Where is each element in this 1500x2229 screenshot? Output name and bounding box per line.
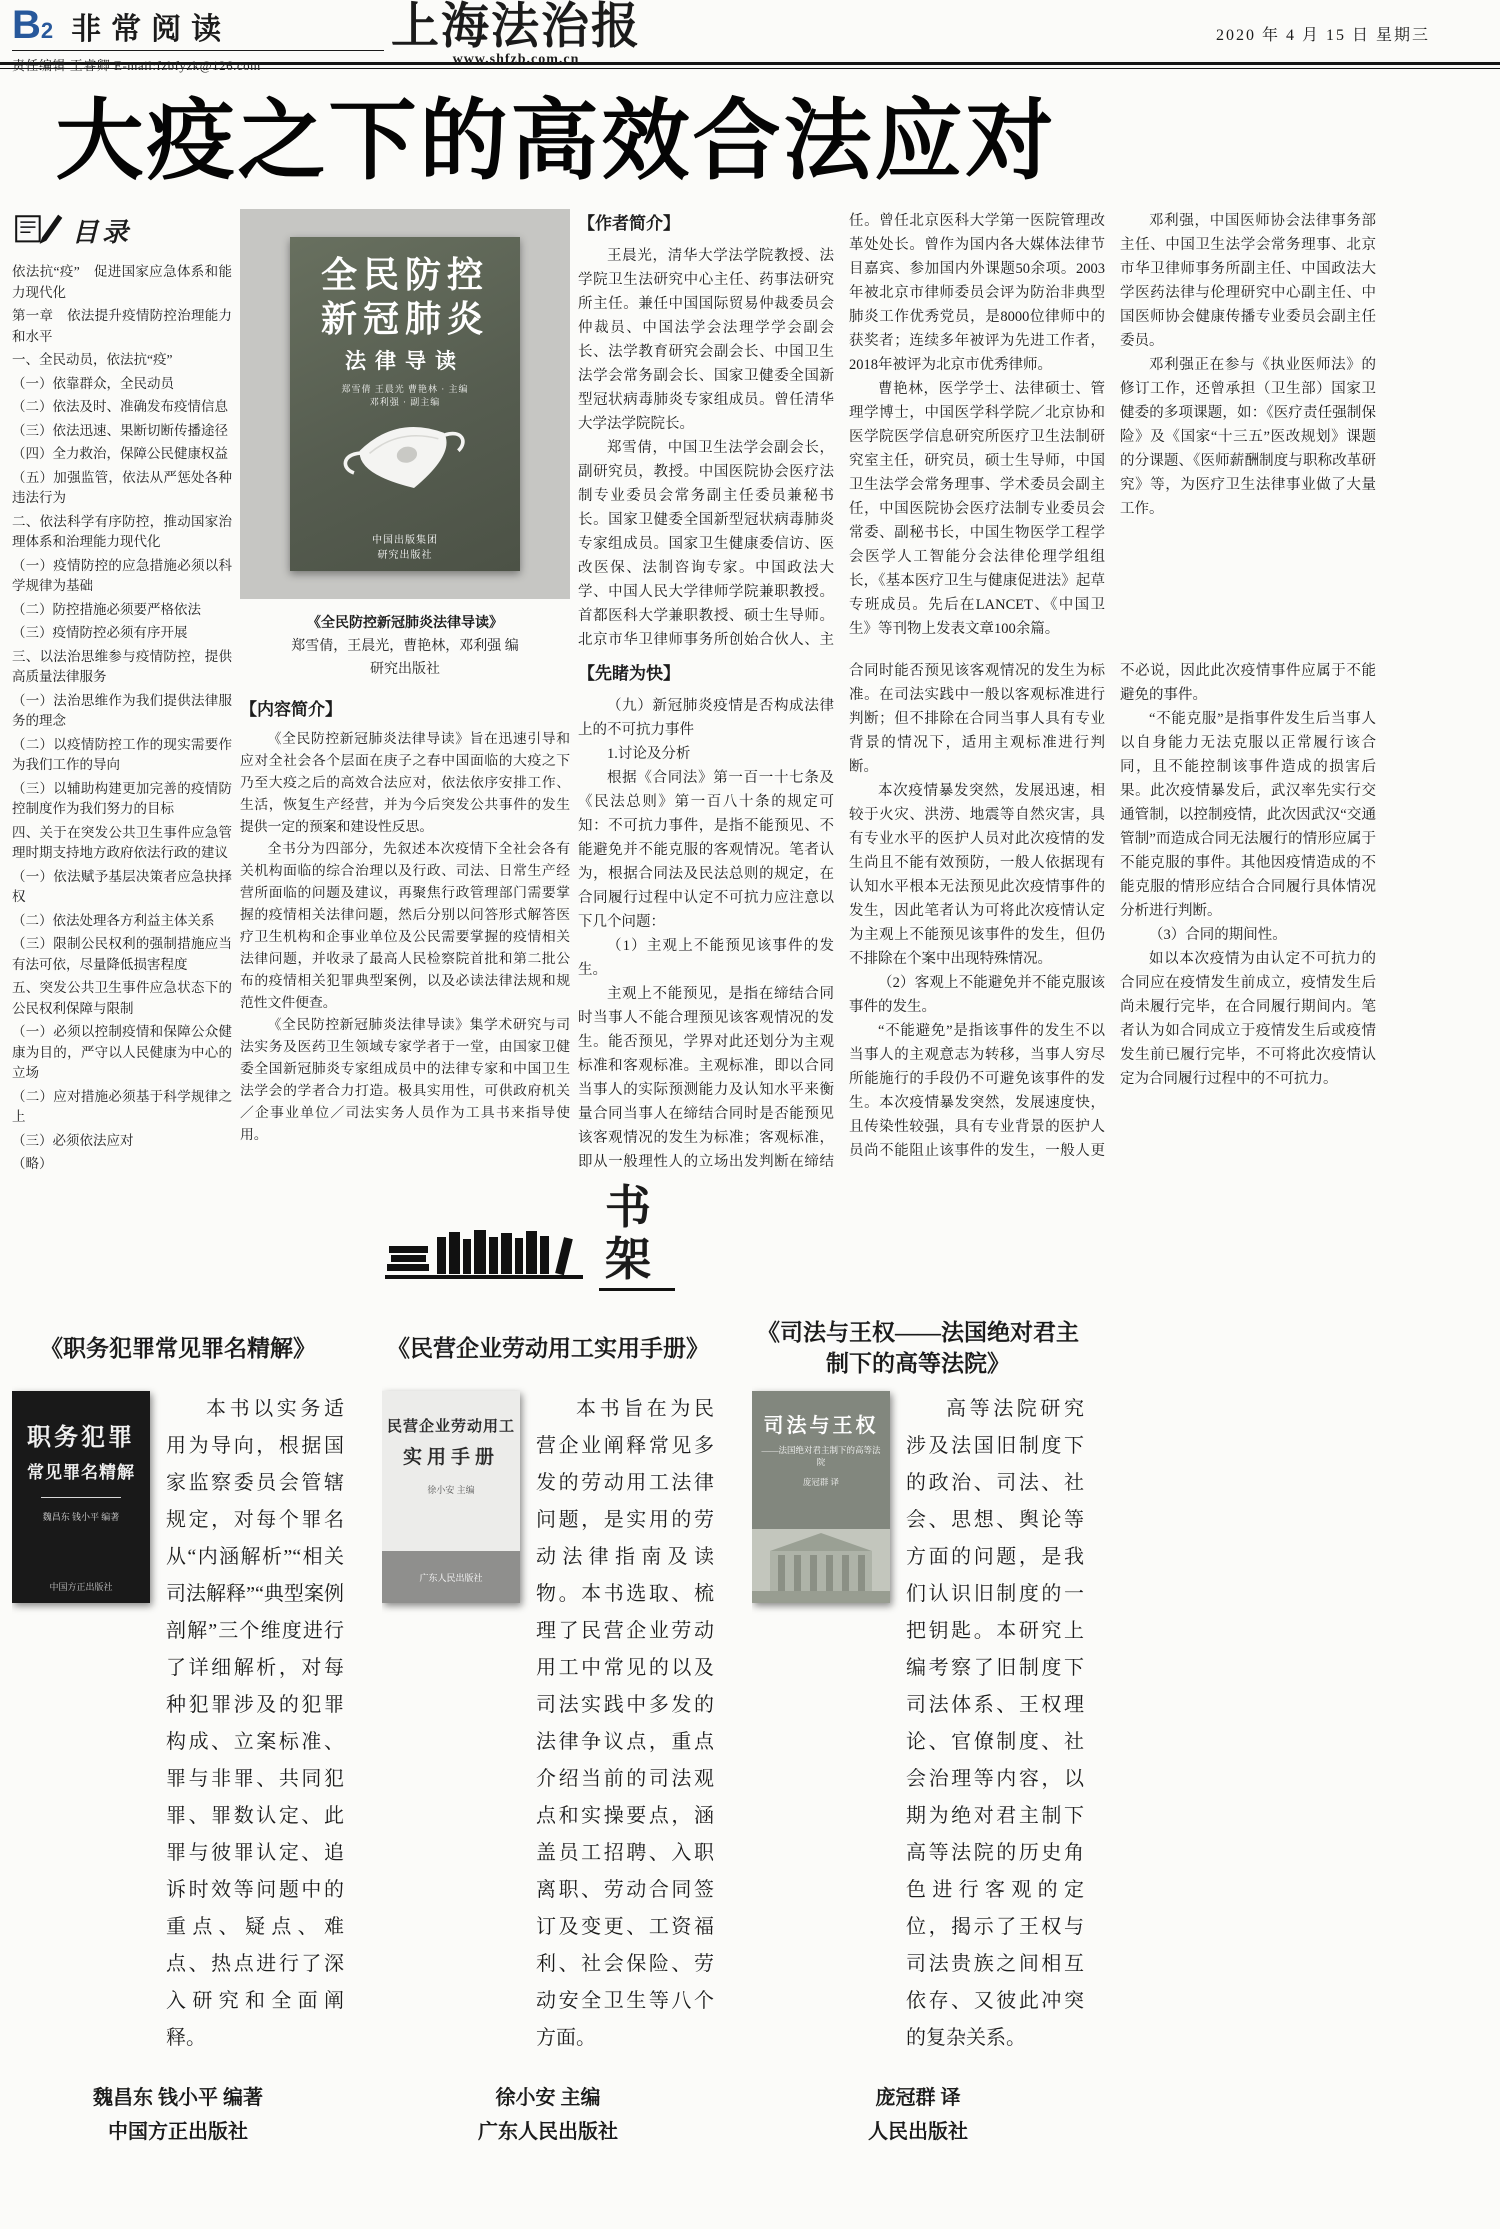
book-authors-line: 徐小安 主编 [495, 2087, 601, 2109]
book-credits [12, 2081, 344, 2155]
toc-label: 目录 [72, 218, 133, 247]
book-review-title: 《司法与王权——法国绝对君主制下的高等法院》 [757, 1320, 1079, 1376]
toc-item: （三）疫情防控必须有序开展 [12, 625, 188, 640]
book-photo-panel [240, 209, 570, 599]
authors-header: 【作者简介】 [578, 214, 680, 233]
n95-mask-icon [328, 399, 481, 515]
cover-editors: 郑雪倩 王晨光 曹艳林 · 主编 [341, 384, 469, 394]
author-bio-paragraph: 王晨光，清华大学法学院教授、法学院卫生法研究中心主任、药事法研究所主任。兼任中国国际贸易仲裁委员会仲裁员、中国法学会法理学学会副会长、法学教育研究会副会长、中国卫生法学会常务副会长、国家卫健委全国新型冠状病毒肺炎专家组成员。曾任清华大学法学院院长。 [578, 248, 834, 432]
caption-line: 研究出版社 [370, 662, 440, 677]
right-columns [578, 209, 1376, 1191]
main-headline: 大疫之下的高效合法应对 [55, 91, 1057, 190]
page-number: B2 [12, 3, 54, 47]
book-description: 高等法院研究涉及法国旧制度下的政治、司法、社会、思想、舆论等方面的问题，是我们认识旧制度的一把钥匙。本研究上编考察了旧制度下司法体系、王权理论、官僚制度、社会治理等内容，以期为绝对君主制下高等法院的历史角色进行客观的定位，揭示了王权与司法贵族之间相互依存、又彼此冲突的复杂关系。 [906, 1398, 1084, 2049]
preview-header: 【先睹为快】 [578, 664, 680, 683]
book-reviews-row [12, 1315, 1500, 2155]
issue-date: 2020 年 4 月 15 日 星期三 [1215, 27, 1430, 44]
toc-item: （五）加强监管，依法从严惩处各种违法行为 [12, 469, 232, 505]
book-cover-duty-crimes: 职务犯罪 常见罪名精解 魏昌东 钱小平 编著 中国方正出版社 [12, 1391, 150, 1603]
cover-band: 广东人民出版社 [382, 1551, 520, 1603]
book-caption [240, 612, 570, 681]
masthead-left [12, 3, 384, 74]
book-authors-line: 魏昌东 钱小平 编著 [93, 2087, 263, 2109]
cover-editors-2: 邓利强 · 副主编 [369, 397, 441, 407]
section-name: 非常阅读 [71, 13, 232, 46]
toc-item: 第一章 依法提升疫情防控治理能力和水平 [12, 308, 232, 344]
toc-item: （略） [12, 1156, 53, 1171]
preview-paragraph: 如以本次疫情为由认定不可抗力的合同应在疫情发生前成立，疫情发生后尚未履行完毕，在合同履行期间内。笔者认为如合同成立于疫情发生后或疫情发生前已履行完毕，不可将此次疫情认定为合同履行过程中的不可抗力。 [1120, 951, 1376, 1087]
book-cover-justice-royalty: 司法与王权 ——法国绝对君主制下的高等法院 庞冠群 译 [752, 1391, 890, 1603]
book-review-1 [12, 1315, 344, 2155]
paper-title: 上海法治报 [390, 0, 641, 54]
authors-section [578, 209, 1376, 659]
bookshelf-banner [385, 1182, 675, 1291]
toc-item: （三）限制公民权利的强制措施应当有法可依，尽量降低损害程度 [12, 936, 232, 972]
palace-engraving [752, 1529, 890, 1603]
cover-subtitle: 法律导读 [345, 349, 465, 373]
caption-line: 郑雪倩，王晨光，曹艳林，邓利强 编 [291, 639, 519, 654]
book-review-title: 《民营企业劳动用工实用手册》 [387, 1335, 709, 1361]
featured-book-cover [290, 237, 520, 571]
toc-item: （二）应对措施必须基于科学规律之上 [12, 1088, 232, 1124]
intro-paragraph: 《全民防控新冠肺炎法律导读》旨在迅速引导和应对全社会各个层面在庚子之春中国面临的大疫之下乃至大疫之后的高效合法应对，依法依序安排工作、生活，恢复生产经营，并为今后突发公共事件的发生提供一定的预案和建设性反思。 [240, 731, 570, 834]
author-bio-paragraph: 邓利强正在参与《执业医师法》的修订工作，还曾承担（卫生部）国家卫健委的多项课题，如：《医疗责任强制保险》及《国家“十三五”医改规划》课题的分课题、《医师薪酬制度与职称改革研究》等，为医疗卫生法律事业做了大量工作。 [1120, 357, 1376, 517]
book-publisher-line: 人民出版社 [868, 2121, 968, 2143]
toc-item: （一）疫情防控的应急措施必须以科学规律为基础 [12, 557, 232, 593]
author-bio-paragraph: 邓利强，中国医师协会法律事务部主任、中国卫生法学会常务理事、北京市华卫律师事务所副主任、中国政法大学医药法律与伦理研究中心副主任、中国医师协会健康传播专业委员会副主任委员。 [1120, 213, 1376, 349]
bookshelf-icon [385, 1228, 585, 1291]
paper-url: www.shfzb.com.cn [452, 52, 580, 67]
preview-text [578, 659, 1376, 1191]
preview-paragraph: 1.讨论及分析 [607, 746, 691, 762]
intro-paragraph: 全书分为四部分，先叙述本次疫情下全社会各有关机构面临的综合治理以及行政、司法、日常生产经营所面临的问题及建议，再聚焦行政管理部门需要掌握的疫情相关法律问题，然后分别以问答形式解答医疗卫生机构和企事业单位及公民需要掌握的疫情相关法律问题，并收录了最高人民检察院首批和第二批公布的疫情相关犯罪典型案例，以及必读法律法规和规范性文件便查。 [240, 841, 570, 1010]
toc-item: （三）必须依法应对 [12, 1132, 134, 1148]
intro-text [240, 728, 570, 1146]
table-of-contents [12, 209, 232, 1191]
authors-text [578, 209, 1376, 659]
cover-title-line: 全民防控 [320, 255, 489, 295]
book-authors-line: 庞冠群 译 [875, 2087, 961, 2109]
toc-item: （四）全力救治，保障公民健康权益 [12, 446, 228, 461]
book-description: 本书以实务适用为导向，根据国家监察委员会管辖规定，对每个罪名从“内涵解析”“相关司法解释”“典型案例剖解”三个维度进行了详细解析，对每种犯罪涉及的犯罪构成、立案标准、罪与非罪、共同犯罪、罪数认定、此罪与彼罪认定、追诉时效等问题中的重点、疑点、难点、热点进行了深入研究和全面阐释。 [166, 1398, 344, 2049]
book-publisher-line: 广东人民出版社 [478, 2121, 618, 2143]
article-body [12, 209, 1488, 1191]
toc-item: 一、全民动员，依法抗“疫” [12, 352, 173, 367]
toc-item: （二）防控措施必须要严格依法 [12, 601, 201, 617]
toc-item: （一）必须以控制疫情和保障公众健康为目的，严守以人民健康为中心的立场 [12, 1024, 232, 1080]
author-bio-paragraph: 郑雪倩，中国卫生法学会副会长，副研究员，教授。中国医院协会医疗法制专业委员会常务副主任委员兼秘书长。国家卫健委全国新型冠状病毒肺炎专家组成员。国家卫生健康委信访、医改医保、法制咨询专家。中国政法大学、中国人民大学律师学院兼职教授。首都医科大学兼职教授、硕士生导师。北京市华卫律师事务所创始合伙人、主任。曾任北京医科大学第一医院管理改革处处长。曾作为国内各大媒体法律节目嘉宾、参加国内外课题50余项。2003年被北京市律师委员会评为防治非典型肺炎工作优秀党员，是8000位律师中的获奖者；连续多年被评为先进工作者，2018年被评为北京市优秀律师。 [578, 213, 1105, 648]
toc-list [12, 262, 232, 1175]
book-description: 本书旨在为民营企业阐释常见多发的劳动用工法律问题，是实用的劳动法律指南及读物。本书选取、梳理了民营企业劳动用工中常见的以及司法实践中多发的法律争议点，重点介绍当前的司法观点和实操要点，涵盖员工招聘、入职离职、劳动合同签订及变更、工资福利、社会保险、劳动安全卫生等八个方面。 [536, 1398, 714, 2049]
preview-paragraph: 本次疫情暴发突然，发展迅速，相较于火灾、洪涝、地震等自然灾害，具有专业水平的医护人员对此次疫情的发生尚且不能有效预防，一般人依据现有认知水平根本无法预见此次疫情事件的发生，因此笔者认为可将此次疫情认定为主观上不能预见该事件的发生，但仍不排除在个案中出现特殊情况。 [849, 783, 1105, 967]
intro-header: 【内容简介】 [240, 700, 342, 719]
preview-paragraph: （1）主观上不能预见该事件的发生。 [578, 938, 834, 978]
toc-item: （二）以疫情防控工作的现实需要作为我们工作的导向 [12, 736, 232, 772]
book-review-2 [382, 1315, 714, 2155]
book-publisher-line: 中国方正出版社 [108, 2121, 248, 2143]
toc-item: （一）依法赋予基层决策者应急抉择权 [12, 868, 232, 904]
preview-section [578, 659, 1376, 1191]
toc-item: 三、以法治思维参与疫情防控，提供高质量法律服务 [12, 648, 232, 684]
preview-paragraph: 根据《合同法》第一百一十七条及《民法总则》第一百八十条的规定可知：不可抗力事件，是指不能预见、不能避免并不能克服的客观情况。笔者认为，根据合同法及民法总则的规定，在合同履行过程中认定不可抗力应注意以下几个问题： [578, 770, 834, 930]
masthead-center [388, 0, 644, 68]
toc-item: 四、关于在突发公共卫生事件应急管理时期支持地方政府依法行政的建议 [12, 824, 232, 860]
intro-paragraph: 《全民防控新冠肺炎法律导读》集学术研究与司法实务及医药卫生领域专家学者于一堂，由国家卫健委全国新冠肺炎专家组成员中的法律专家和中国卫生法学会的学者合力打造。极具实用性，可供政府机关／企事业单位／司法实务人员作为工具书来指导使用。 [240, 1017, 570, 1142]
featured-book-column [240, 209, 570, 1191]
preview-paragraph: （2）客观上不能避免并不能克服该事件的发生。 [849, 975, 1105, 1015]
masthead [0, 0, 1500, 73]
bookshelf-label: 书架 [599, 1182, 675, 1291]
editor-line: 责任编辑 王睿卿 E-mail:fzbfyzk@126.com [12, 58, 261, 73]
toc-item: （三）以辅助构建更加完善的疫情防控制度作为我们努力的目标 [12, 780, 232, 816]
cover-title-line: 新冠肺炎 [320, 299, 489, 339]
notebook-pen-icon [12, 209, 64, 252]
toc-item: 依法抗“疫” 促进国家应急体系和能力现代化 [12, 264, 232, 300]
book-credits [382, 2081, 714, 2155]
preview-paragraph: “不能克服”是指事件发生后当事人以自身能力无法克服以正常履行该合同，且不能控制该事件造成的损害后果。此次疫情暴发后，武汉率先实行交通管制，以控制疫情，此次因武汉“交通管制”而造成合同无法履行的情形应属于不能克服的事件。其他因疫情造成的不能克服的情形应结合合同履行具体情况分析进行判断。 [1120, 711, 1376, 919]
cover-publisher: 中国出版集团 研究出版社 [372, 535, 438, 561]
book-review-title: 《职务犯罪常见罪名精解》 [40, 1335, 316, 1361]
book-cover-labor-handbook: 民营企业劳动用工 实用手册 徐小安 主编 广东人民出版社 [382, 1391, 520, 1603]
caption-line: 《全民防控新冠肺炎法律导读》 [307, 616, 503, 631]
toc-item: （一）依靠群众，全民动员 [12, 375, 174, 391]
toc-item: （三）依法迅速、果断切断传播途径 [12, 422, 228, 438]
preview-paragraph: “不能避免”是指该事件的发生不以当事人的主观意志为转移，当事人穷尽所能施行的手段仍不可避免该事件的发生。本次疫情暴发突然，发展速度快，且传染性较强，具有专业背景的医护人员尚不能阻止该事件的发生，一般人更不必说，因此此次疫情事件应属于不能避免的事件。 [849, 663, 1376, 1159]
toc-item: （二）依法及时、准确发布疫情信息 [12, 399, 228, 414]
toc-item: （一）法治思维作为我们提供法律服务的理念 [12, 692, 232, 728]
preview-paragraph: （3）合同的期间性。 [1149, 927, 1287, 943]
toc-item: 二、依法科学有序防控，推动国家治理体系和治理能力现代化 [12, 513, 232, 549]
author-bio-paragraph: 曹艳林，医学学士、法律硕士、管理学博士，中国医学科学院／北京协和医学院医学信息研究所医疗卫生法制研究室主任，研究员，硕士生导师，中国卫生法学会常务理事、学术委员会副主任，中国医院协会医疗法制专业委员会常委、副秘书长，中国生物医学工程学会医学人工智能分会法律伦理学组组长，《基本医疗卫生与健康促进法》起草专班成员。先后在LANCET、《中国卫生》等刊物上发表文章100余篇。 [849, 381, 1105, 637]
preview-paragraph: 主观上不能预见，是指在缔结合同时当事人不能合理预见该客观情况的发生。能否预见，学界对此还划分为主观标准和客观标准。主观标准，即以合同当事人的实际预测能力及认知水平来衡量合同当事人在缔结合同时是否能预见该客观情况的发生为标准；客观标准，即从一般理性人的立场出发判断在缔结合同时能否预见该客观情况的发生为标准。在司法实践中一般以客观标准进行判断；但不排除在合同当事人具有专业背景的情况下，适用主观标准进行判断。 [578, 663, 1105, 1170]
book-review-3 [752, 1315, 1084, 2155]
preview-paragraph: （九）新冠肺炎疫情是否构成法律上的不可抗力事件 [578, 698, 834, 738]
toc-item: 五、突发公共卫生事件应急状态下的公民权利保障与限制 [12, 980, 232, 1016]
toc-item: （二）依法处理各方利益主体关系 [12, 912, 215, 928]
book-credits [752, 2081, 1084, 2155]
cover-divider [41, 1497, 121, 1498]
